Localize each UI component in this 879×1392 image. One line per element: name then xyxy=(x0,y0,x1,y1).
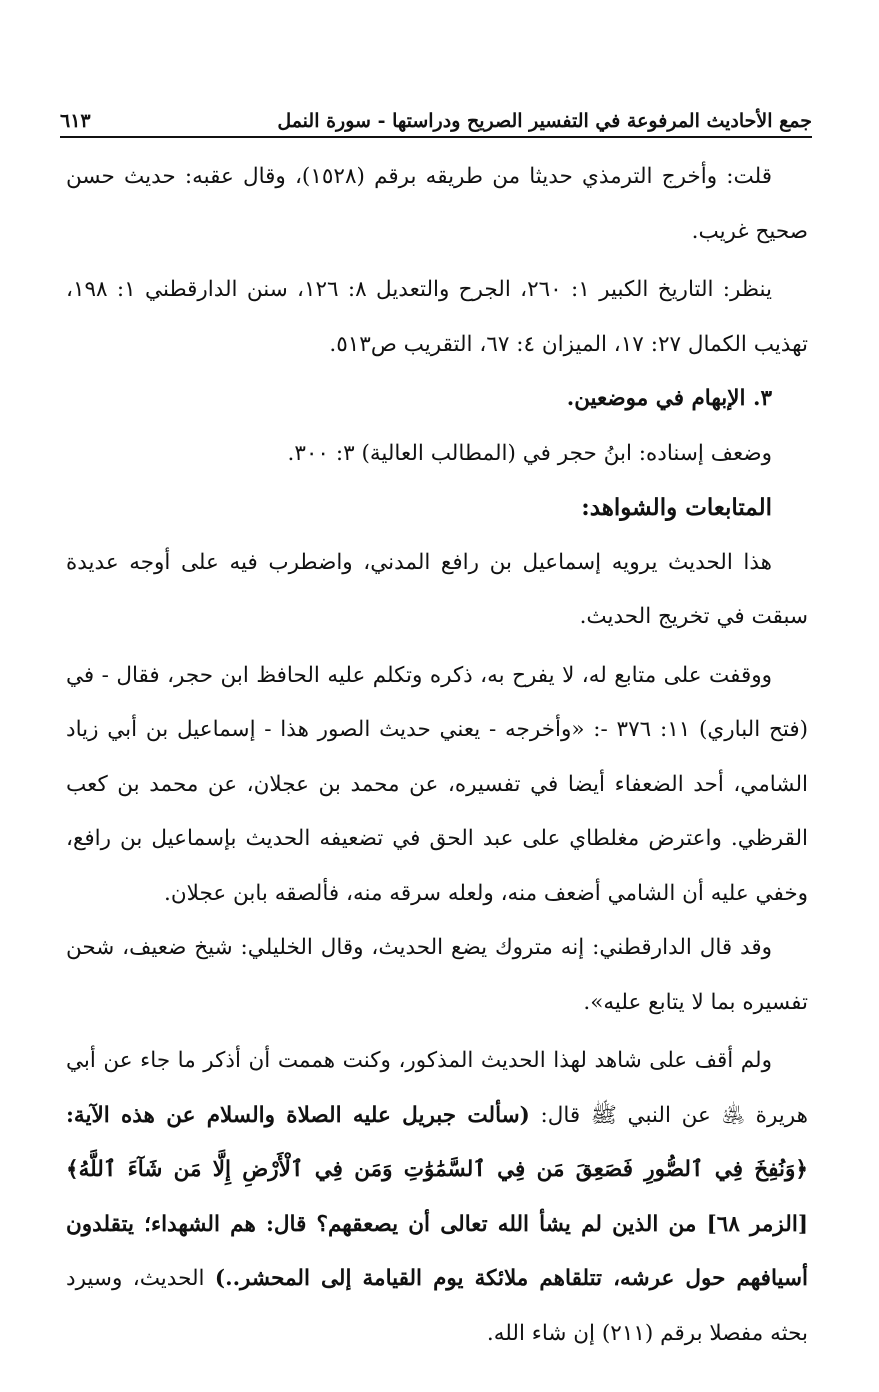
page-header xyxy=(60,100,812,138)
paragraph-shahid xyxy=(66,1034,808,1361)
paragraph-mutaba: ووقفت على متابع له، لا يفرح به، ذكره وتكلم عليه الحافظ ابن حجر، فقال - في (فتح الباري) ١١: ٣٧٦ -: «وأخرجه - يعني حديث الصور هذا - إسماعيل بن أبي زياد الشامي، أحد الضعفاء أيضا في تفسيره، عن محمد بن عجلان، عن محمد بن كعب القرظي. واعترض مغلطاي على عبد الحق في تضعيفه الحديث بإسماعيل بن رافع، وخفي عليه أن الشامي أضعف منه، ولعله سرقه منه، فألصقه بابن عجلان. xyxy=(66,662,808,906)
page-body xyxy=(66,150,808,1361)
section-heading: المتابعات والشواهد: xyxy=(581,494,772,521)
page-number: ٦١٣ xyxy=(60,110,91,132)
paragraph-tirmidhi: قلت: وأخرج الترمذي حديثا من طريقه برقم (١٥٢٨)، وقال عقبه: حديث حسن صحيح غريب. xyxy=(66,164,808,244)
paragraph-weakness: وضعف إسناده: ابنُ حجر في (المطالب العالية) ٣: ٣٠٠. xyxy=(287,440,772,466)
paragraph-isnad: هذا الحديث يرويه إسماعيل بن رافع المدني، واضطرب فيه على أوجه عديدة سبقت في تخريج الحديث. xyxy=(66,549,808,629)
paragraph-references: ينظر: التاريخ الكبير ١: ٢٦٠، الجرح والتعديل ٨: ١٢٦، سنن الدارقطني ١: ١٩٨، تهذيب الكمال ٢٧: ١٧، الميزان ٤: ٦٧، التقريب ص٥١٣. xyxy=(66,277,808,357)
list-item-3: ٣. الإبهام في موضعين. xyxy=(566,386,772,411)
hadith-quote: (سألت جبريل عليه الصلاة والسلام عن هذه الآية: ﴿وَنُفِخَ فِي ٱلصُّورِ فَصَعِقَ مَن فِي ٱلسَّمَٰوَٰتِ وَمَن فِي ٱلْأَرْضِ إِلَّا مَن شَآءَ ٱللَّهُ﴾ [الزمر ٦٨] من الذين لم يشأ الله تعالى أن يصعقهم؟ قال: هم الشهداء؛ يتقلدون أسيافهم حول عرشه، تتلقاهم ملائكة يوم القيامة إلى المحشر..) xyxy=(66,1102,808,1291)
paragraph-daraqutni: وقد قال الدارقطني: إنه متروك يضع الحديث، وقال الخليلي: شيخ ضعيف، شحن تفسيره بما لا يتابع عليه». xyxy=(66,935,808,1015)
shahid-outro: الحديث، وسيرد بحثه مفصلا برقم (٢١١) إن شاء الله. xyxy=(66,1266,808,1346)
shahid-intro: ولم أقف على شاهد لهذا الحديث المذكور، وكنت هممت أن أذكر ما جاء عن أبي هريرة ﵁ عن النبي ﷺ قال: xyxy=(66,1048,808,1128)
running-title: جمع الأحاديث المرفوعة في التفسير الصريح ودراستها - سورة النمل xyxy=(277,110,812,132)
